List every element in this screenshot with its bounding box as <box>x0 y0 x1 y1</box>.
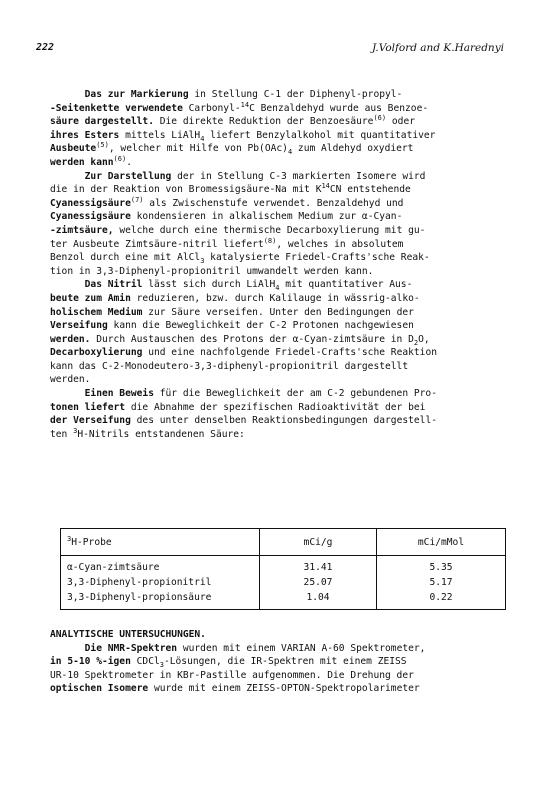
text-run: ten <box>50 428 74 440</box>
text-run: optischen Isomere <box>50 683 149 695</box>
text-run: katalysierte Friedel-Crafts'sche Reak- <box>204 252 430 264</box>
text-run: die Abnahme der spezifischen Radioaktivität der bei <box>125 401 426 413</box>
text-run: werden. <box>50 333 91 345</box>
cell-mci-g: 31.41 <box>260 556 377 576</box>
text-run <box>50 388 85 399</box>
text-line <box>50 628 520 642</box>
text-line <box>50 387 520 401</box>
cell-mci-mmol: 5.35 <box>429 562 453 573</box>
text-line <box>50 655 520 669</box>
superscript: (6) <box>373 114 387 123</box>
text-run: oder <box>386 116 416 128</box>
text-run: ihres Esters <box>50 129 120 141</box>
superscript: (7) <box>130 195 144 204</box>
superscript: (6) <box>113 154 127 163</box>
text-run: -zimtsäure, <box>50 224 114 236</box>
text-run: Das zur Markierung <box>84 89 189 100</box>
text-run: , welcher mit Hilfe von Pb(OAc) <box>108 143 288 155</box>
column-header-mci-mmol <box>377 529 506 556</box>
cell-probe: 3,3-Diphenyl-propionsäure <box>61 590 260 610</box>
text-run: die in der Reaktion von Bromessigsäure-Na mit K <box>50 184 322 196</box>
superscript: 14 <box>321 182 330 191</box>
subscript: 2 <box>413 338 419 347</box>
cell-mci-g: 25.07 <box>260 575 377 590</box>
page-number: 222 <box>36 42 55 53</box>
text-line <box>50 251 520 265</box>
body-paragraphs <box>50 88 520 441</box>
text-run: für die Beweglichkeit der am C-2 gebundenen Pro- <box>153 388 437 400</box>
text-run: kann die Beweglichkeit der C-2 Protonen nachgewiesen <box>107 320 414 332</box>
cell-mci-mmol: 5.17 <box>429 577 453 588</box>
text-line <box>50 360 520 374</box>
analytics-section <box>50 628 520 696</box>
superscript: (5) <box>96 141 109 150</box>
text-run: werden kann <box>50 156 114 168</box>
text-line <box>50 142 520 156</box>
cell-probe: 3,3-Diphenyl-propionitril <box>61 575 260 590</box>
text-line <box>50 156 520 170</box>
text-run <box>50 89 85 100</box>
text-run: CN entstehende <box>329 184 411 196</box>
text-run: Einen Beweis <box>84 388 154 400</box>
text-run: UR-10 Spektrometer in KBr-Pastille aufgenommen. Die Drehung der <box>50 669 414 681</box>
text-run: Die NMR-Spektren <box>50 642 178 654</box>
text-run <box>50 171 85 182</box>
text-run: beute zum Amin <box>50 292 131 304</box>
subscript: 4 <box>200 134 205 143</box>
text-run: Benzol durch eine mit AlCl <box>50 252 201 264</box>
text-line <box>50 373 520 387</box>
text-run: lässt sich durch LiAlH <box>142 279 276 291</box>
text-run: wurden mit einem VARIAN A-60 Spektrometer, <box>177 642 426 654</box>
text-line <box>50 346 520 360</box>
text-line <box>50 642 520 656</box>
text-run: Decarboxylierung <box>50 347 143 359</box>
text-line <box>50 401 520 415</box>
text-run: ter Ausbeute Zimtsäure-nitril liefert <box>50 238 264 250</box>
text-run: Durch Austauschen des Protons der α-Cyan-zimtsäure in D <box>90 333 414 345</box>
superscript: 3 <box>67 535 72 543</box>
text-run: holischem Medium <box>50 306 143 318</box>
text-run: C Benzaldehyd wurde aus Benzoe- <box>249 102 429 114</box>
superscript: 3 <box>73 426 78 435</box>
text-run: und eine nachfolgende Friedel-Crafts'sche Reaktion <box>142 347 437 359</box>
text-run: mCi/mMol <box>417 537 465 548</box>
text-line <box>50 88 520 102</box>
text-run: des unter denselben Reaktionsbedingungen dargestell- <box>130 415 437 427</box>
text-line <box>50 197 520 211</box>
table-row <box>61 575 506 590</box>
text-run: Die direkte Reduktion der Benzoesäure <box>153 116 374 128</box>
text-line <box>50 278 520 292</box>
text-run: mittels LiAlH <box>119 129 201 141</box>
text-run: in 5-10 %-igen <box>50 656 131 668</box>
text-run: Zur Darstellung <box>84 170 172 182</box>
text-line <box>50 319 520 333</box>
text-run: kondensieren in alkalischem Medium zur α-Cyan- <box>130 211 403 223</box>
cell-probe: α-Cyan-zimtsäure <box>61 556 260 576</box>
text-run: Cyanessigsäure <box>50 211 131 223</box>
text-line <box>50 306 520 320</box>
text-run: säure dargestellt. <box>50 116 154 128</box>
text-run: Cyanessigsäure <box>50 197 131 209</box>
text-line <box>50 414 520 428</box>
subscript: 4 <box>275 284 280 293</box>
text-line <box>50 428 520 442</box>
text-run: mit quantitativer Aus- <box>279 279 413 291</box>
text-run: zur Säure verseifen. Unter den Bedingungen der <box>142 306 414 318</box>
text-line <box>50 265 520 279</box>
text-run <box>50 279 85 290</box>
cell-mci-g: 1.04 <box>260 590 377 610</box>
text-run: Verseifung <box>50 320 108 332</box>
text-run: . <box>126 156 132 168</box>
text-run: als Zwischenstufe verwendet. Benzaldehyd und <box>143 197 404 209</box>
text-line <box>50 238 520 252</box>
text-run: -Seitenkette verwendete <box>50 102 183 114</box>
column-header-probe <box>61 529 260 556</box>
text-line <box>50 682 520 696</box>
subscript: 3 <box>200 257 205 266</box>
text-run: reduzieren, bzw. durch Kalilauge in wässrig-alko- <box>130 292 420 304</box>
subscript: 3 <box>159 661 164 670</box>
superscript: (8) <box>263 236 277 245</box>
text-run: kann das C-2-Monodeutero-3,3-diphenyl-propionitril dargestellt <box>50 360 409 372</box>
text-run: Carbonyl- <box>182 102 241 114</box>
text-run: tonen liefert <box>50 401 126 413</box>
table-row <box>61 590 506 610</box>
text-run: zum Aldehyd oxydiert <box>292 143 414 155</box>
running-header-authors: J.Volford and K.Harednyi <box>371 42 504 54</box>
text-run: H-Probe <box>71 537 112 548</box>
text-line <box>50 183 520 197</box>
text-run: CDCl <box>130 656 160 668</box>
column-header-mci-g <box>260 529 377 556</box>
text-run: werden. <box>50 374 91 386</box>
text-line <box>50 129 520 143</box>
cell-mci-mmol: 0.22 <box>429 592 453 603</box>
text-run: wurde mit einem ZEISS-OPTON-Spektropolarimeter <box>148 683 420 695</box>
text-run: , welches in absolutem <box>276 238 404 250</box>
text-line <box>50 102 520 116</box>
text-line <box>50 224 520 238</box>
table-row <box>61 556 506 576</box>
text-line <box>50 115 520 129</box>
table-header-row <box>61 529 506 556</box>
text-run: liefert Benzylalkohol mit quantitativer <box>204 129 436 141</box>
text-run: der Verseifung <box>50 415 131 427</box>
text-line <box>50 210 520 224</box>
text-run: tion in 3,3-Diphenyl-propionitril umwandelt werden kann. <box>50 265 374 277</box>
text-line <box>50 292 520 306</box>
text-line <box>50 333 520 347</box>
text-run: mCi/g <box>303 537 333 548</box>
text-run: ANALYTISCHE UNTERSUCHUNGEN. <box>50 629 206 640</box>
radioactivity-table <box>60 528 506 610</box>
text-run: Das Nitril <box>84 279 143 291</box>
subscript: 4 <box>287 148 293 157</box>
text-line <box>50 170 520 184</box>
superscript: 14 <box>240 100 250 109</box>
text-run: der in Stellung C-3 markierten Isomere wird <box>171 170 426 182</box>
text-run: Ausbeute <box>50 143 97 155</box>
text-run: -Lösungen, die IR-Spektren mit einem ZEISS <box>163 656 407 668</box>
text-run: O, <box>418 333 430 345</box>
text-run: in Stellung C-1 der Diphenyl-propyl- <box>188 89 403 100</box>
text-line <box>50 669 520 683</box>
text-run: H-Nitrils entstandenen Säure: <box>77 428 245 440</box>
text-run: welche durch eine thermische Decarboxylierung mit gu- <box>113 224 426 236</box>
